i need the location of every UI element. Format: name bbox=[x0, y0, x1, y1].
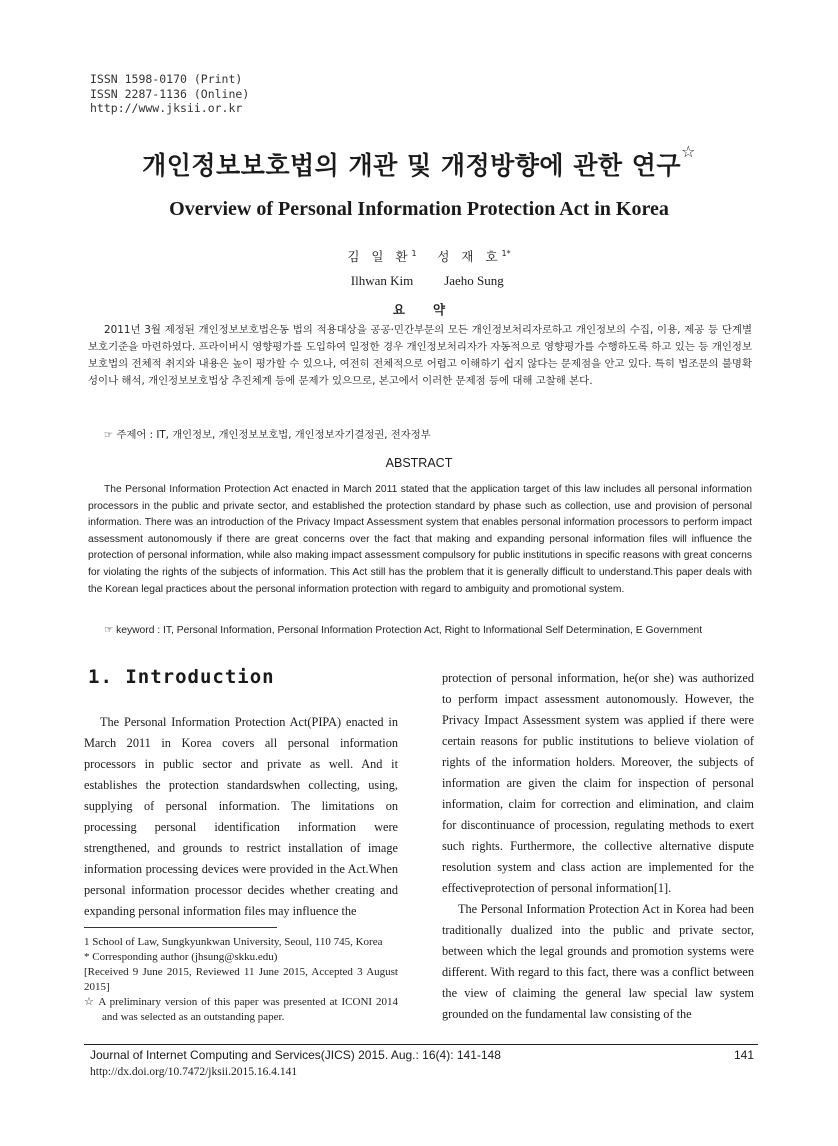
footnote-divider bbox=[84, 927, 277, 928]
author-2-name-ko: 성 재 호$^{1*}$ bbox=[437, 248, 511, 264]
author-1-name-ko: 김 일 환$^1$ bbox=[347, 248, 417, 264]
footnote-corresponding: * Corresponding author (jhsung@skku.edu) bbox=[84, 951, 278, 963]
doi-link[interactable]: http://dx.doi.org/10.7472/jksii.2015.16.4.141 bbox=[90, 1066, 298, 1078]
keywords-english: ☞ keyword : IT, Personal Information, Personal Information Protection Act, Right to Informational Self Determination, E Government bbox=[104, 625, 703, 636]
author-2 bbox=[411, 247, 534, 289]
author-1-affil: 1 bbox=[411, 248, 417, 258]
title-star-mark: ☆ bbox=[681, 142, 696, 161]
footnote-preliminary: ☆ A preliminary version of this paper was presented at ICONI 2014 and was selected as an outstanding paper. bbox=[84, 996, 398, 1023]
author-1-name-en: Ilhwan Kim bbox=[350, 273, 414, 288]
abstract-korean: 2011년 3월 제정된 개인정보보호법은동 법의 적용대상을 공공·민간부문의 모든 개인정보처리자로하고 개인정보의 수집, 이용, 제공 등 단계별 보호기준을 마련하였다. 프라이버시 영향평가를 도입하여 일정한 경우 개인정보처리자가 자동적으로 영향평가를 수행하도록 하고 있는 등 개인정보보호법의 전체적 취지와 내용은 높이 평가할 수 있으나, 여전히 전체적으로 어렵고 이해하기 쉽지 않다는 문제점을 안고 있다. 특히 법조문의 불명확성이나 해석, 개인정보보호법상 추진체계 등에 문제가 있으므로, 본고에서 이러한 문제점 등에 대해 고찰해 본다. bbox=[88, 324, 752, 387]
footer-divider bbox=[84, 1044, 758, 1045]
author-2-name-en: Jaeho Sung bbox=[444, 273, 504, 288]
body-paragraph: The Personal Information Protection Act in Korea had been traditionally dualized into the public and private sector, between which the legal grounds and promotion systems were different. With regard to this fact, there was a conflict between the view of claiming the general law special law system grounded on the fundamental law consisting of the bbox=[442, 902, 754, 1021]
paper-title-korean bbox=[0, 142, 838, 182]
page-number: 141 bbox=[733, 1048, 754, 1062]
author-2-affil: 1* bbox=[501, 248, 511, 258]
abstract-heading: ABSTRACT bbox=[385, 456, 453, 470]
footnote-received: [Received 9 June 2015, Reviewed 11 June 2015, Accepted 3 August 2015] bbox=[84, 966, 398, 993]
title-ko-text: 개인정보보호법의 개관 및 개정방향에 관한 연구 bbox=[142, 151, 682, 180]
issn-block bbox=[90, 72, 249, 116]
keywords-korean: ☞ 주제어 : IT, 개인정보, 개인정보보호법, 개인정보자기결정권, 전자정부 bbox=[104, 429, 431, 441]
footnotes bbox=[84, 935, 398, 1025]
body-column-right bbox=[442, 668, 754, 1025]
footer-journal-citation: Journal of Internet Computing and Services(JICS) 2015. Aug.: 16(4): 141-148 bbox=[90, 1048, 501, 1062]
paper-title-english: Overview of Personal Information Protection Act in Korea bbox=[169, 198, 669, 220]
body-column-left: The Personal Information Protection Act(PIPA) enacted in March 2011 in Korea covers all personal information processors in public sector and private as well. And it establishes the protection standardswhen collecting, using, supplying of personal information. The limitations on processing personal identification information were strengthened, and grounds to restrict installation of image information processing devices were provided in the Act.When personal information processor decides whether creating and expanding personal information files may influence the bbox=[84, 715, 398, 918]
issn-online: ISSN 2287-1136 (Online) bbox=[90, 86, 250, 101]
footnote-affiliation: 1 School of Law, Sungkyunkwan University, Seoul, 110 745, Korea bbox=[84, 936, 383, 948]
abstract-english: The Personal Information Protection Act enacted in March 2011 stated that the application target of this law includes all personal information processors in the public and private sector, and established the protection standard by phase such as collection, use and provision of personal information. There was an introduction of the Privacy Impact Assessment system that enables personal information processors to perform impact assessment autonomously if there are great concerns over the fact that making and expanding personal information files will influence the protection of personal information, while also making impact assessment compulsory for public institutions in specific reasons with great concerns for violating the rights of the subjects of information. This Act still has the problem that it is generally difficult to understand.This paper deals with the Korean legal practices about the personal information protection with regard to ambiguity and promotional system. bbox=[88, 484, 752, 595]
body-paragraph: protection of personal information, he(or she) was authorized to perform impact assessment autonomously. However, the Privacy Impact Assessment system was applied if there were certain reasons for public institutions to believe violation of rights of the information holders. Moreover, the subjects of information are given the claim for inspection of personal information, claim for correction and elimination, and claim for discontinuance of procession, regulating methods to exert such rights. Furthermore, the collective alternative dispute resolution system and class action are implemented for the effectiveprotection of personal information[1]. bbox=[442, 671, 754, 895]
section-heading: 1. Introduction bbox=[88, 666, 275, 688]
abstract-ko-heading: 요약 bbox=[392, 302, 474, 317]
journal-url: http://www.jksii.or.kr bbox=[90, 101, 243, 115]
issn-print: ISSN 1598-0170 (Print) bbox=[90, 72, 243, 86]
